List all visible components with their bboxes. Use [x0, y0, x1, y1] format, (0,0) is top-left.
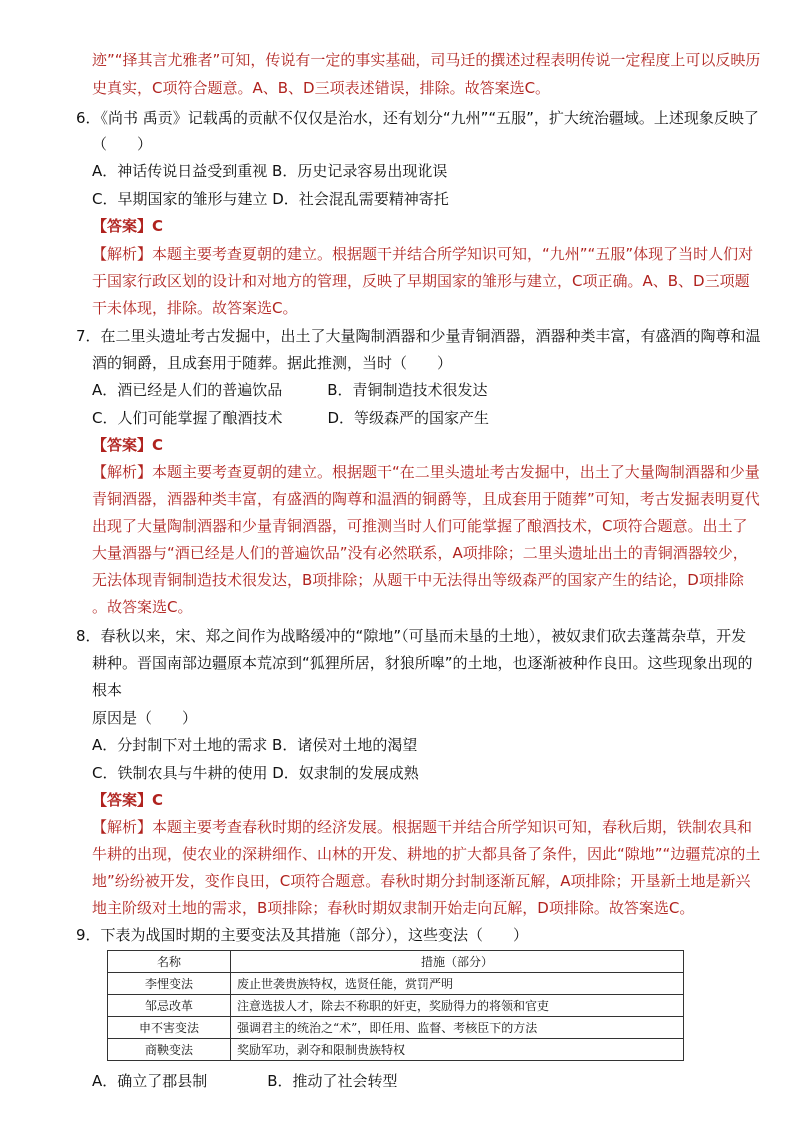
question-9-stem: 9．下表为战国时期的主要变法及其措施（部分），这些变法（ ） [76, 926, 529, 944]
table-cell-measure: 废止世袭贵族特权，选贤任能，赏罚严明 [231, 973, 684, 995]
table-row [108, 1017, 684, 1039]
analysis-continuation-line-2: 史真实，C项符合题意。A、B、D三项表述错误，排除。故答案选C。 [92, 79, 551, 97]
table-cell-name: 申不害变法 [108, 1017, 231, 1039]
question-7-analysis-line-4: 大量酒器与“酒已经是人们的普遍饮品”没有必然联系，A项排除；二里头遗址出土的青铜酒器较少， [92, 544, 748, 562]
question-6-answer: 【答案】C [92, 217, 164, 235]
question-6-options-cd: C．早期国家的雏形与建立 D．社会混乱需要精神寄托 [92, 190, 449, 208]
table-row [108, 973, 684, 995]
question-6-bracket: （ ） [92, 135, 153, 153]
question-6-analysis-line-2: 于国家行政区划的设计和对地方的管理，反映了早期国家的雏形与建立，C项正确。A、B、D三项题 [92, 272, 750, 290]
question-7-stem-line-2: 酒的铜爵，且成套用于随葬。据此推测，当时（ ） [92, 354, 453, 372]
question-8-stem-line-3: 根本 [92, 681, 123, 699]
table-header-measures: 措施（部分） [231, 951, 684, 973]
question-6-analysis-line-3: 干未体现，排除。故答案选C。 [92, 299, 298, 317]
table-cell-name: 商鞅变法 [108, 1039, 231, 1061]
question-8-analysis-line-4: 地主阶级对土地的需求，B项排除；春秋时期奴隶制开始走向瓦解，D项排除。故答案选C。 [92, 899, 695, 917]
table-header-name: 名称 [108, 951, 231, 973]
question-7-stem-line-1: 7．在二里头遗址考古发掘中，出土了大量陶制酒器和少量青铜酒器，酒器种类丰富，有盛酒的陶尊和温 [76, 327, 761, 345]
question-8-stem-line-2: 耕种。晋国南部边疆原本荒凉到“狐狸所居，豺狼所嗥”的土地，也逐渐被种作良田。这些现象出现的 [92, 654, 753, 672]
question-7-options-cd: C．人们可能掌握了酿酒技术 D．等级森严的国家产生 [92, 409, 490, 427]
question-8-analysis-line-1: 【解析】本题主要考查春秋时期的经济发展。根据题干并结合所学知识可知，春秋后期，铁制农具和 [92, 818, 753, 836]
question-7-analysis-line-6: 。故答案选C。 [92, 598, 193, 616]
table-cell-measure: 强调君主的统治之“术”，即任用、监督、考核臣下的方法 [231, 1017, 684, 1039]
table-cell-measure: 奖励军功，剥夺和限制贵族特权 [231, 1039, 684, 1061]
question-8-analysis-line-2: 牛耕的出现，使农业的深耕细作、山林的开发、耕地的扩大都具备了条件，因此“隙地”“边疆荒凉的土 [92, 845, 761, 863]
table-row [108, 995, 684, 1017]
question-8-stem-line-4: 原因是（ ） [92, 709, 198, 727]
table-cell-measure: 注意选拔人才，除去不称职的奸吏，奖励得力的将领和官吏 [231, 995, 684, 1017]
question-8-analysis-line-3: 地”纷纷被开发，变作良田，C项符合题意。春秋时期分封制逐渐瓦解，A项排除；开垦新土地是新兴 [92, 872, 751, 890]
question-8-answer: 【答案】C [92, 791, 164, 809]
question-7-analysis-line-1: 【解析】本题主要考查夏朝的建立。根据题干“在二里头遗址考古发掘中，出土了大量陶制酒器和少量 [92, 463, 760, 481]
reform-table [107, 950, 684, 1061]
table-header-row [108, 951, 684, 973]
question-8-options-ab: A．分封制下对土地的需求 B．诸侯对土地的渴望 [92, 736, 418, 754]
question-8-stem-line-1: 8．春秋以来，宋、郑之间作为战略缓冲的“隙地”（可垦而未垦的土地），被奴隶们砍去蓬蒿杂草，开发 [76, 627, 747, 645]
question-7-analysis-line-3: 出现了大量陶制酒器和少量青铜酒器，可推测当时人们可能掌握了酿酒技术，C项符合题意。出土了 [92, 517, 748, 535]
question-8-options-cd: C．铁制农具与牛耕的使用 D．奴隶制的发展成熟 [92, 764, 419, 782]
question-7-answer: 【答案】C [92, 436, 164, 454]
question-6-stem: 6．《尚书 禹贡》记载禹的贡献不仅仅是治水，还有划分“九州”“五服”，扩大统治疆域。上述现象反映了 [76, 109, 759, 127]
question-6-analysis-line-1: 【解析】本题主要考查夏朝的建立。根据题干并结合所学知识可知，“九州”“五服”体现了当时人们对 [92, 245, 754, 263]
question-6-options-ab: A．神话传说日益受到重视 B．历史记录容易出现讹误 [92, 162, 448, 180]
question-9-options-ab: A．确立了郡县制 B．推动了社会转型 [92, 1072, 398, 1090]
question-7-analysis-line-2: 青铜酒器，酒器种类丰富，有盛酒的陶尊和温酒的铜爵等，且成套用于随葬”可知，考古发掘表明夏代 [92, 490, 760, 508]
analysis-continuation-line-1: 迹”“择其言尤雅者”可知，传说有一定的事实基础，司马迁的撰述过程表明传说一定程度上可以反映历 [92, 51, 761, 69]
table-row [108, 1039, 684, 1061]
question-7-options-ab: A．酒已经是人们的普遍饮品 B．青铜制造技术很发达 [92, 381, 488, 399]
table-cell-name: 邹忌改革 [108, 995, 231, 1017]
table-cell-name: 李悝变法 [108, 973, 231, 995]
question-7-analysis-line-5: 无法体现青铜制造技术很发达，B项排除；从题干中无法得出等级森严的国家产生的结论，D项排除 [92, 571, 744, 589]
